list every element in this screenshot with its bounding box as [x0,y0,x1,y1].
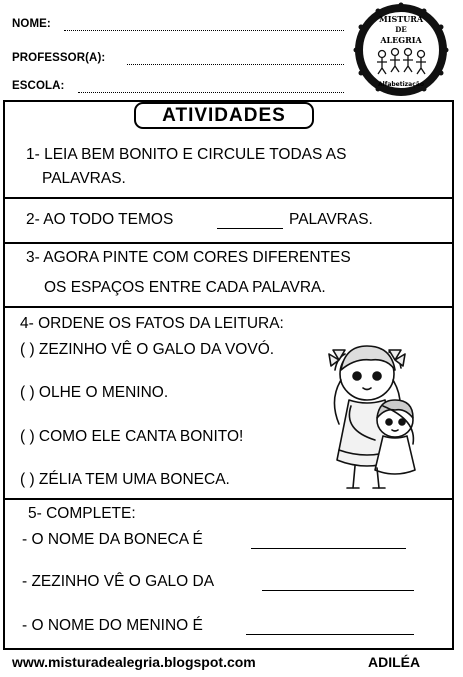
divider [3,242,454,244]
footer-author: ADILÉA [368,654,421,670]
q5-heading: 5- COMPLETE: [28,505,136,522]
logo-top-text: MISTURA [378,14,424,24]
professor-label: PROFESSOR(A): [12,52,106,64]
escola-field[interactable] [78,92,344,93]
q5-answer-line[interactable] [251,548,406,549]
logo-bottom-text: ALEGRIA [380,35,422,45]
girl-with-doll-illustration [325,340,437,492]
q2-text-after: PALAVRAS. [289,211,373,228]
q3-line1: 3- AGORA PINTE COM CORES DIFERENTES [26,249,351,266]
q5-item: - O NOME DO MENINO É [22,617,203,634]
q5-answer-line[interactable] [246,634,414,635]
escola-label: ESCOLA: [12,80,65,92]
q5-item: - O NOME DA BONECA É [22,531,203,548]
q4-item: ( ) ZÉLIA TEM UMA BONECA. [20,471,230,488]
nome-field[interactable] [64,30,344,31]
q2-text-before: 2- AO TODO TEMOS [26,211,174,228]
professor-field[interactable] [127,64,344,65]
page-title: ATIVIDADES [134,102,314,129]
q4-item: ( ) OLHE O MENINO. [20,384,169,401]
q5-item: - ZEZINHO VÊ O GALO DA [22,573,215,590]
q4-item: ( ) ZEZINHO VÊ O GALO DA VOVÓ. [20,341,275,358]
q4-heading: 4- ORDENE OS FATOS DA LEITURA: [20,315,284,332]
logo-footer-text: Alfabetização [378,81,424,88]
footer-url[interactable]: www.misturadealegria.blogspot.com [12,654,256,670]
divider [3,306,454,308]
divider [3,498,454,500]
divider [3,197,454,199]
q3-line2: OS ESPAÇOS ENTRE CADA PALAVRA. [44,279,326,296]
q2-answer-line[interactable] [217,228,283,229]
q1-line2: PALAVRAS. [42,170,126,187]
mistura-de-alegria-logo [345,2,457,98]
q1-line1: 1- LEIA BEM BONITO E CIRCULE TODAS AS [26,146,347,163]
nome-label: NOME: [12,18,51,30]
q5-answer-line[interactable] [262,590,414,591]
logo-middle-text: DE [395,25,407,34]
q4-item: ( ) COMO ELE CANTA BONITO! [20,428,244,445]
